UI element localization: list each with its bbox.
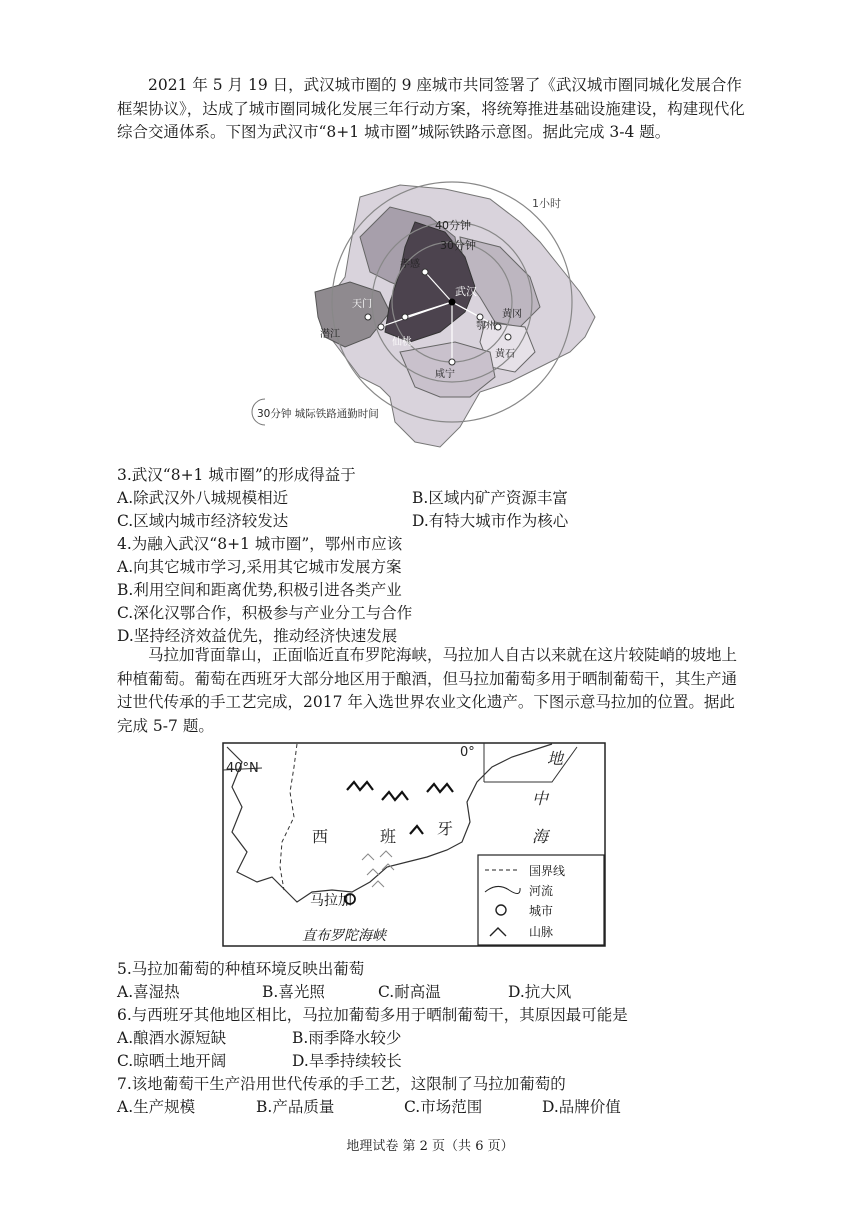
wuhan-city-dot: [449, 299, 456, 306]
page-footer: 地理试卷 第 2 页（共 6 页）: [346, 1139, 514, 1154]
q7-option-b[interactable]: B.产品质量: [256, 1098, 335, 1116]
q3-option-a[interactable]: A.除武汉外八城规模相近: [117, 489, 289, 507]
city-xiaogan: 孝感: [400, 259, 420, 270]
legend-city: 城市: [529, 904, 554, 918]
q7-option-a[interactable]: A.生产规模: [117, 1098, 196, 1116]
map2-legend: [478, 855, 604, 945]
spain-label-2: 班: [380, 827, 397, 846]
malaga-location-map: [222, 742, 606, 947]
map1-legend-text: 30分钟 城际铁路通勤时间: [257, 408, 379, 420]
legend-mountain: 山脉: [529, 925, 554, 939]
q4-option-b[interactable]: B.利用空间和距离优势,积极引进各类产业: [117, 581, 402, 599]
lon-label: 0°: [460, 745, 475, 760]
strait-label: 直布罗陀海峡: [302, 928, 386, 944]
q5-option-d[interactable]: D.抗大风: [508, 983, 572, 1001]
sea-label-3: 海: [532, 827, 549, 846]
q5-option-c[interactable]: C.耐高温: [378, 983, 441, 1001]
q5-stem: 5.马拉加葡萄的种植环境反映出葡萄: [117, 960, 365, 978]
q4-option-a[interactable]: A.向其它城市学习,采用其它城市发展方案: [117, 558, 402, 576]
q6-option-c[interactable]: C.晾晒土地开阔: [117, 1052, 227, 1070]
ring-40min-label: 40分钟: [435, 219, 471, 232]
city-xiantao: 仙桃: [392, 337, 412, 348]
ring-30min-label: 30分钟: [440, 239, 476, 252]
q6-option-b[interactable]: B.雨季降水较少: [292, 1029, 402, 1047]
q6-option-a[interactable]: A.酿酒水源短缺: [117, 1029, 227, 1047]
passage-wuhan: 2021 年 5 月 19 日，武汉城市圈的 9 座城市共同签署了《武汉城市圈同城化发展合作框架协议》，达成了城市圈同城化发展三年行动方案，将统筹推进基础设施建设，构建现代化综合交通体系。下图为武汉市“8+1 城市圈”城际铁路示意图。据此完成 3-4 题。: [117, 76, 745, 141]
city-xianning: 咸宁: [435, 369, 455, 380]
legend-border: 国界线: [529, 864, 566, 878]
sea-label-1: 地: [547, 749, 564, 768]
city-tianmen: 天门: [352, 299, 372, 310]
q5-option-a[interactable]: A.喜湿热: [117, 983, 180, 1001]
sea-label-2: 中: [532, 789, 549, 808]
q6-stem: 6.与西班牙其他地区相比，马拉加葡萄多用于晒制葡萄干，其原因最可能是: [117, 1006, 628, 1024]
city-wuhan: 武汉: [455, 285, 477, 298]
q3-option-b[interactable]: B.区域内矿产资源丰富: [412, 489, 568, 507]
q3-option-c[interactable]: C.区域内城市经济较发达: [117, 512, 289, 530]
q7-option-d[interactable]: D.品牌价值: [542, 1098, 621, 1116]
q4-stem: 4.为融入武汉“8+1 城市圈”，鄂州市应该: [117, 535, 403, 553]
malaga-label: 马拉加: [310, 893, 352, 909]
spain-label-1: 西: [312, 827, 329, 846]
city-huangshi: 黄石: [495, 349, 515, 360]
q7-option-c[interactable]: C.市场范围: [404, 1098, 483, 1116]
spain-label-3: 牙: [437, 819, 454, 838]
passage-malaga: 马拉加背面靠山，正面临近直布罗陀海峡，马拉加人自古以来就在这片较陡峭的坡地上种植葡萄。葡萄在西班牙大部分地区用于酿酒，但马拉加葡萄多用于晒制葡萄干，其生产通过世代传承的手工艺完成，2017 年入选世界农业文化遗产。下图示意马拉加的位置。据此完成 5-7 题。: [117, 646, 738, 735]
q4-option-d[interactable]: D.坚持经济效益优先，推动经济快速发展: [117, 627, 398, 645]
q7-stem: 7.该地葡萄干生产沿用世代传承的手工艺，这限制了马拉加葡萄的: [117, 1075, 566, 1093]
q3-option-d[interactable]: D.有特大城市作为核心: [412, 512, 569, 530]
q4-option-c[interactable]: C.深化汉鄂合作，积极参与产业分工与合作: [117, 604, 413, 622]
q5-option-b[interactable]: B.喜光照: [262, 983, 325, 1001]
ring-1h-label: 1小时: [532, 197, 561, 210]
q3-stem: 3.武汉“8+1 城市圈”的形成得益于: [117, 466, 356, 484]
city-huanggang: 黄冈: [502, 309, 522, 320]
city-ezhou: 鄂州: [476, 321, 496, 332]
legend-river: 河流: [529, 884, 554, 898]
lat-label: 40°N: [226, 761, 259, 776]
q6-option-d[interactable]: D.旱季持续较长: [292, 1052, 402, 1070]
city-qianjiang: 潜江: [320, 329, 340, 340]
wuhan-city-circle-map: [240, 177, 610, 460]
